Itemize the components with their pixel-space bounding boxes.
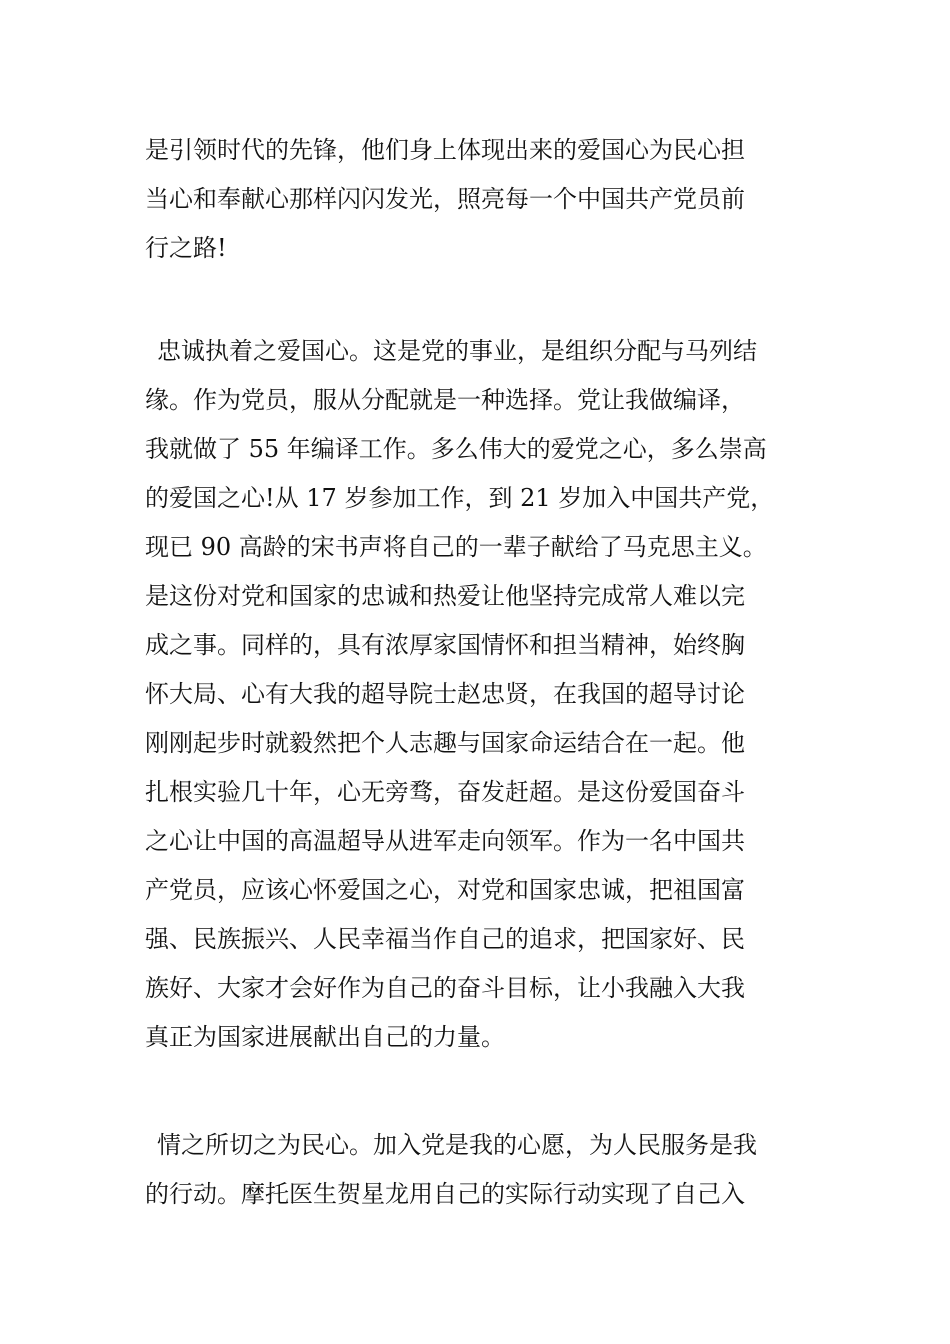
text-line: 怀大局、心有大我的超导院士赵忠贤，在我国的超导讨论 bbox=[145, 680, 745, 708]
text-line: 之心让中国的高温超导从进军走向领军。作为一名中国共 bbox=[145, 827, 745, 855]
text-line: 忠诚执着之爱国心。这是党的事业，是组织分配与马列结 bbox=[157, 337, 757, 365]
text-line: 强、民族振兴、人民幸福当作自己的追求，把国家好、民 bbox=[145, 925, 745, 953]
text-line: 成之事。同样的，具有浓厚家国情怀和担当精神，始终胸 bbox=[145, 631, 745, 659]
text-line: 我就做了 55 年编译工作。多么伟大的爱党之心，多么崇高 bbox=[145, 435, 767, 463]
text-line: 产党员，应该心怀爱国之心，对党和国家忠诚，把祖国富 bbox=[145, 876, 745, 904]
text-line: 是这份对党和国家的忠诚和热爱让他坚持完成常人难以完 bbox=[145, 582, 745, 610]
text-line: 现已 90 高龄的宋书声将自己的一辈子献给了马克思主义。 bbox=[145, 533, 767, 561]
text-line: 真正为国家进展献出自己的力量。 bbox=[145, 1023, 505, 1051]
text-line: 族好、大家才会好作为自己的奋斗目标，让小我融入大我 bbox=[145, 974, 745, 1002]
text-line: 的行动。摩托医生贺星龙用自己的实际行动实现了自己入 bbox=[145, 1180, 745, 1208]
text-line: 的爱国之心!从 17 岁参加工作，到 21 岁加入中国共产党， bbox=[145, 484, 775, 512]
text-line: 情之所切之为民心。加入党是我的心愿，为人民服务是我 bbox=[157, 1131, 757, 1159]
text-line: 缘。作为党员，服从分配就是一种选择。党让我做编译， bbox=[145, 386, 745, 414]
text-line: 刚刚起步时就毅然把个人志趣与国家命运结合在一起。他 bbox=[145, 729, 745, 757]
text-line: 当心和奉献心那样闪闪发光，照亮每一个中国共产党员前 bbox=[145, 185, 745, 213]
paragraph-2 bbox=[145, 327, 810, 1062]
text-line: 行之路! bbox=[145, 234, 227, 262]
text-line: 扎根实验几十年，心无旁骛，奋发赶超。是这份爱国奋斗 bbox=[145, 778, 745, 806]
text-line: 是引领时代的先锋，他们身上体现出来的爱国心为民心担 bbox=[145, 136, 745, 164]
paragraph-1 bbox=[145, 126, 810, 273]
paragraph-3 bbox=[145, 1121, 810, 1219]
